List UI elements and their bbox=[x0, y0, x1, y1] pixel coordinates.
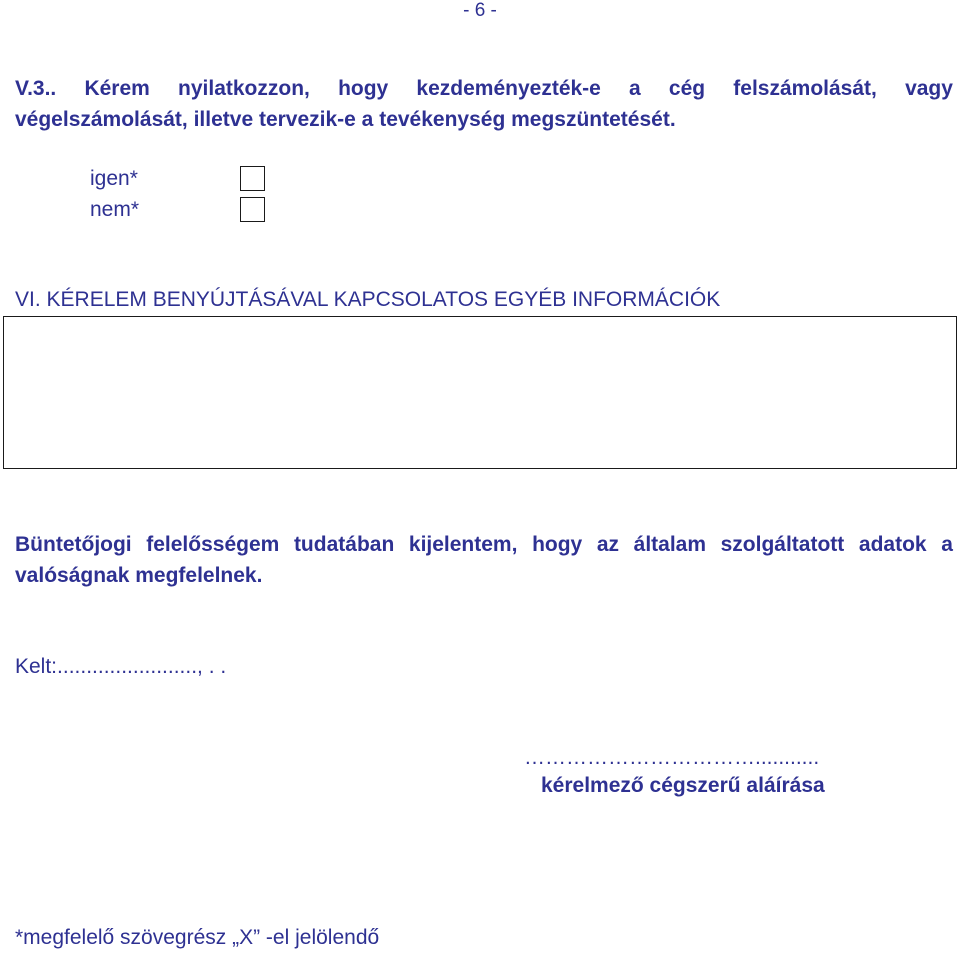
declaration-word: szolgáltatott bbox=[720, 533, 845, 556]
declaration-word: Büntetőjogi bbox=[15, 533, 132, 556]
question-word: V.3.. bbox=[15, 77, 57, 100]
declaration-line-1 bbox=[15, 533, 953, 557]
declaration-word: a bbox=[941, 533, 953, 556]
declaration-word: általam bbox=[633, 533, 707, 556]
declaration-word: az bbox=[596, 533, 620, 556]
declaration-word: kijelentem, bbox=[408, 533, 518, 556]
declaration-word: adatok bbox=[858, 533, 927, 556]
nem-checkbox[interactable] bbox=[240, 197, 265, 222]
question-word: kezdeményezték-e bbox=[416, 77, 601, 100]
signature-dots: ……………………………........... bbox=[524, 746, 820, 769]
question-word: a bbox=[629, 77, 641, 100]
question-word: vagy bbox=[905, 77, 953, 100]
option-nem-label: nem* bbox=[90, 198, 140, 221]
question-line-2: végelszámolását, illetve tervezik-e a tevékenység megszüntetését. bbox=[15, 108, 676, 131]
question-word: felszámolását, bbox=[733, 77, 877, 100]
declaration-line-2: valóságnak megfelelnek. bbox=[15, 564, 263, 587]
question-word: hogy bbox=[338, 77, 389, 100]
question-line-1 bbox=[15, 77, 953, 101]
signature-label: kérelmező cégszerű aláírása bbox=[541, 774, 825, 797]
other-information-box[interactable] bbox=[3, 316, 957, 469]
question-word: Kérem bbox=[84, 77, 150, 100]
footnote: *megfelelő szövegrész „X” -el jelölendő bbox=[15, 926, 380, 949]
section-vi-title: VI. KÉRELEM BENYÚJTÁSÁVAL KAPCSOLATOS EGYÉB INFORMÁCIÓK bbox=[15, 288, 721, 311]
date-line[interactable]: Kelt:........................, . . bbox=[15, 655, 227, 678]
declaration-word: tudatában bbox=[293, 533, 395, 556]
declaration-word: felelősségem bbox=[146, 533, 280, 556]
igen-checkbox[interactable] bbox=[240, 166, 265, 191]
page-number: - 6 - bbox=[463, 0, 497, 21]
question-word: cég bbox=[668, 77, 706, 100]
declaration-word: hogy bbox=[532, 533, 583, 556]
question-word: nyilatkozzon, bbox=[178, 77, 310, 100]
option-igen-label: igen* bbox=[90, 167, 138, 190]
